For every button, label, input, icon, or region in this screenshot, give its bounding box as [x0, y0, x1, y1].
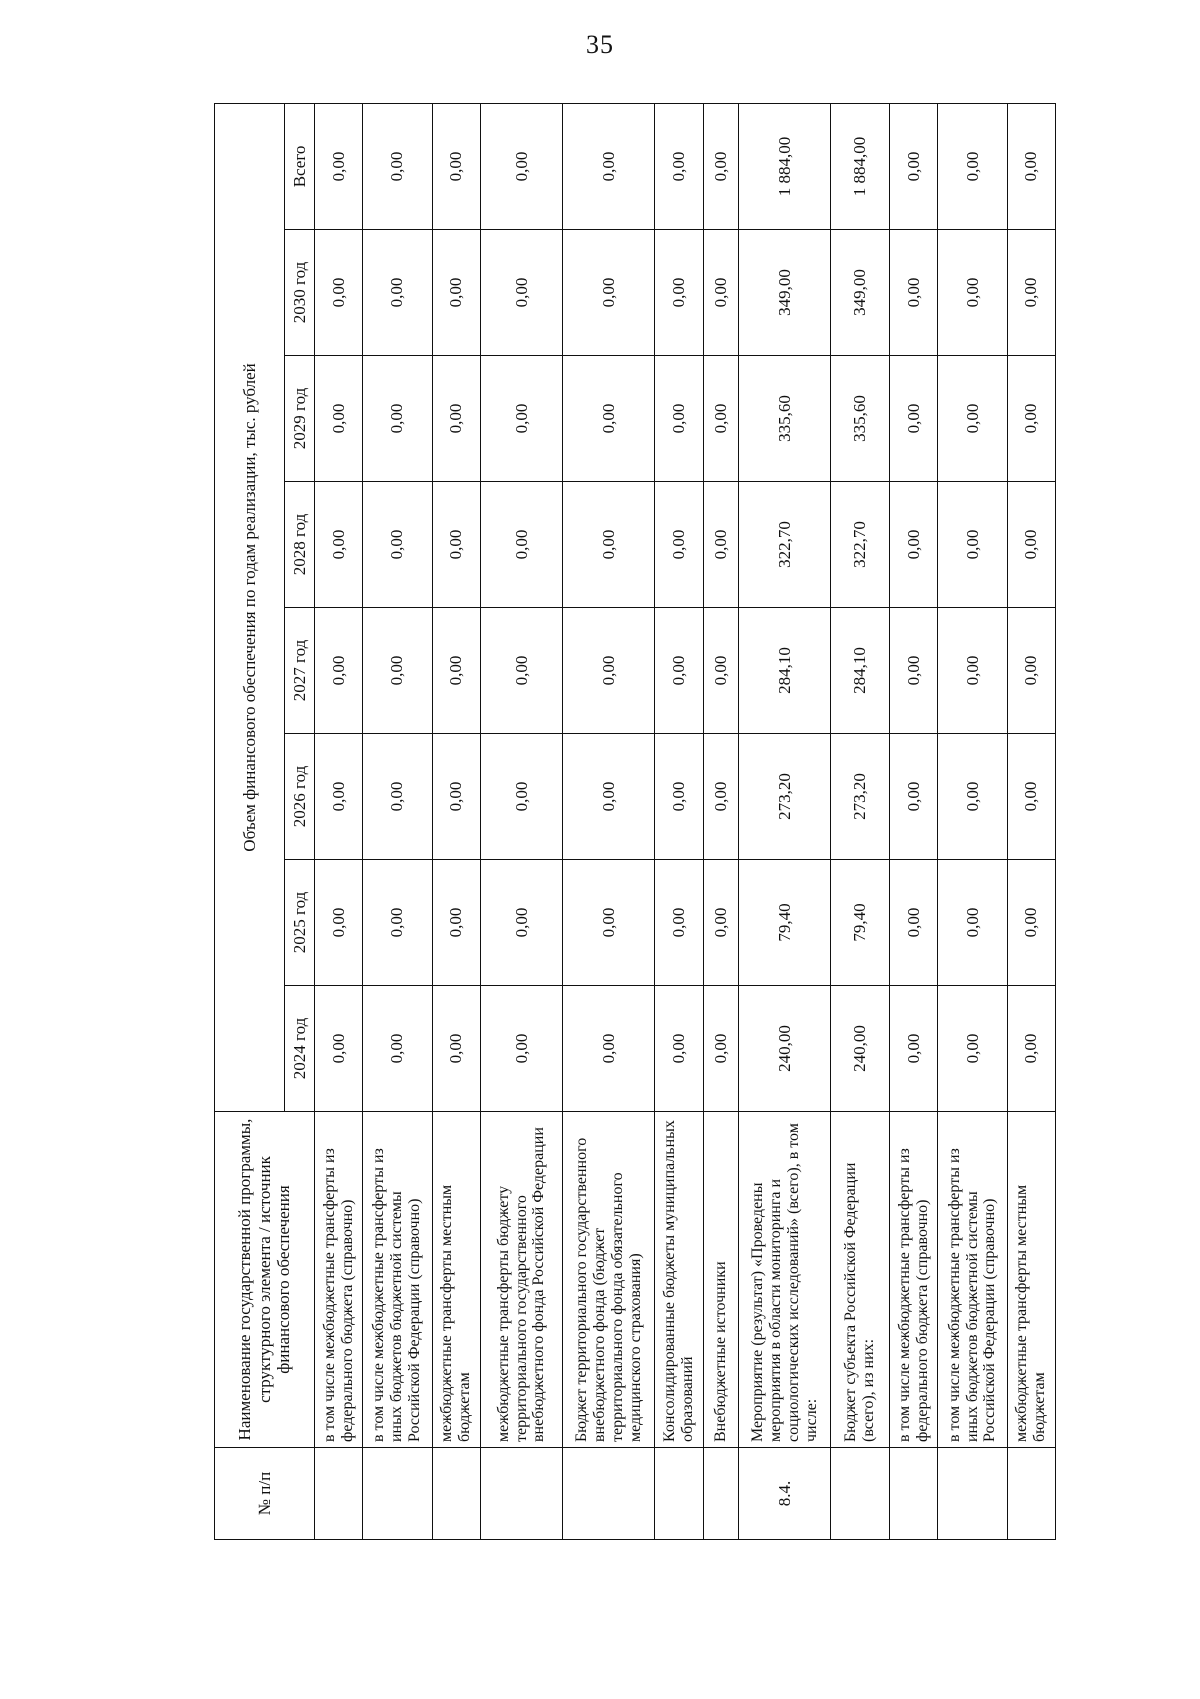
row-year-value: 0,00: [703, 986, 738, 1112]
row-number: [938, 1448, 1007, 1540]
row-total-value: 0,00: [315, 103, 363, 229]
row-year-value: 349,00: [831, 230, 890, 356]
row-year-value: 0,00: [480, 734, 563, 860]
row-year-value: 0,00: [655, 482, 703, 608]
row-year-value: 0,00: [315, 230, 363, 356]
row-source-name: Мероприятие (результат) «Проведены мероприятия в области мониторинга и социологических исследований» (всего), в том числе:: [739, 1112, 831, 1448]
row-number: [703, 1448, 738, 1540]
row-number: [831, 1448, 890, 1540]
row-year-value: 0,00: [1007, 482, 1055, 608]
row-year-value: 0,00: [703, 482, 738, 608]
table-row: [739, 103, 831, 1539]
table-row: [890, 103, 938, 1539]
row-source-name: Консолидированные бюджеты муниципальных образований: [655, 1112, 703, 1448]
row-year-value: 0,00: [890, 482, 938, 608]
row-source-name: в том числе межбюджетные трансферты из федерального бюджета (справочно): [890, 1112, 938, 1448]
row-number: [563, 1448, 655, 1540]
row-total-value: 0,00: [480, 103, 563, 229]
row-year-value: 0,00: [1007, 608, 1055, 734]
row-year-value: 0,00: [655, 608, 703, 734]
row-year-value: 0,00: [315, 734, 363, 860]
row-year-value: 0,00: [890, 860, 938, 986]
row-year-value: 0,00: [938, 986, 1007, 1112]
row-year-value: 0,00: [363, 986, 432, 1112]
header-name: Наименование государственной программы, структурного элемента / источник финансового обеспечения: [215, 1112, 315, 1448]
table-row: [480, 103, 563, 1539]
row-year-value: 0,00: [432, 482, 480, 608]
row-source-name: Бюджет территориального государственного внебюджетного фонда (бюджет территориального фонда обязательного медицинского страхования): [563, 1112, 655, 1448]
row-year-value: 0,00: [432, 608, 480, 734]
row-year-value: 0,00: [563, 608, 655, 734]
row-year-value: 322,70: [739, 482, 831, 608]
row-year-value: 322,70: [831, 482, 890, 608]
row-year-value: 240,00: [831, 986, 890, 1112]
row-year-value: 0,00: [432, 986, 480, 1112]
row-year-value: 0,00: [432, 230, 480, 356]
row-number: 8.4.: [739, 1448, 831, 1540]
table-row: [655, 103, 703, 1539]
row-year-value: 0,00: [703, 860, 738, 986]
row-total-value: 1 884,00: [739, 103, 831, 229]
row-year-value: 0,00: [938, 230, 1007, 356]
row-total-value: 1 884,00: [831, 103, 890, 229]
row-number: [432, 1448, 480, 1540]
row-year-value: 0,00: [563, 986, 655, 1112]
row-year-value: 0,00: [703, 734, 738, 860]
row-year-value: 0,00: [938, 356, 1007, 482]
row-year-value: 0,00: [703, 230, 738, 356]
row-source-name: межбюджетные трансферты местным бюджетам: [432, 1112, 480, 1448]
row-year-value: 273,20: [739, 734, 831, 860]
row-year-value: 284,10: [831, 608, 890, 734]
row-year-value: 0,00: [938, 860, 1007, 986]
header-num: № п/п: [215, 1448, 315, 1540]
row-source-name: в том числе межбюджетные трансферты из иных бюджетов бюджетной системы Российской Федерации (справочно): [363, 1112, 432, 1448]
row-number: [480, 1448, 563, 1540]
row-year-value: 0,00: [363, 482, 432, 608]
row-year-value: 0,00: [563, 734, 655, 860]
header-year: 2025 год: [285, 860, 315, 986]
row-year-value: 0,00: [1007, 860, 1055, 986]
header-year: 2028 год: [285, 482, 315, 608]
row-number: [363, 1448, 432, 1540]
row-year-value: 0,00: [1007, 356, 1055, 482]
row-number: [655, 1448, 703, 1540]
row-year-value: 0,00: [480, 230, 563, 356]
table-row: [831, 103, 890, 1539]
row-year-value: 0,00: [1007, 230, 1055, 356]
row-year-value: 0,00: [655, 356, 703, 482]
row-source-name: Бюджет субъекта Российской Федерации (всего), из них:: [831, 1112, 890, 1448]
row-year-value: 0,00: [655, 734, 703, 860]
row-total-value: 0,00: [363, 103, 432, 229]
row-year-value: 0,00: [315, 860, 363, 986]
row-year-value: 0,00: [315, 986, 363, 1112]
row-year-value: 0,00: [890, 734, 938, 860]
row-source-name: Внебюджетные источники: [703, 1112, 738, 1448]
row-year-value: 349,00: [739, 230, 831, 356]
row-year-value: 0,00: [480, 608, 563, 734]
row-year-value: 0,00: [432, 356, 480, 482]
row-year-value: 0,00: [363, 608, 432, 734]
row-year-value: 0,00: [655, 860, 703, 986]
rotated-table-wrapper: [214, 104, 1056, 1540]
row-year-value: 0,00: [363, 860, 432, 986]
row-total-value: 0,00: [703, 103, 738, 229]
row-total-value: 0,00: [938, 103, 1007, 229]
row-number: [315, 1448, 363, 1540]
row-total-value: 0,00: [890, 103, 938, 229]
header-year: 2024 год: [285, 986, 315, 1112]
table-row: [432, 103, 480, 1539]
row-source-name: межбюджетные трансферты местным бюджетам: [1007, 1112, 1055, 1448]
row-year-value: 0,00: [563, 482, 655, 608]
row-total-value: 0,00: [655, 103, 703, 229]
row-year-value: 0,00: [563, 356, 655, 482]
row-year-value: 0,00: [890, 356, 938, 482]
row-total-value: 0,00: [432, 103, 480, 229]
header-group-title: Объем финансового обеспечения по годам реализации, тыс. рублей: [215, 103, 285, 1111]
row-year-value: 240,00: [739, 986, 831, 1112]
table-body: [315, 103, 1056, 1539]
row-year-value: 0,00: [432, 860, 480, 986]
row-number: [1007, 1448, 1055, 1540]
row-year-value: 0,00: [480, 860, 563, 986]
row-year-value: 0,00: [890, 986, 938, 1112]
table-row: [1007, 103, 1055, 1539]
row-year-value: 0,00: [563, 860, 655, 986]
table-row: [363, 103, 432, 1539]
row-total-value: 0,00: [1007, 103, 1055, 229]
row-year-value: 0,00: [938, 608, 1007, 734]
row-year-value: 0,00: [432, 734, 480, 860]
table-row: [563, 103, 655, 1539]
table-row: [938, 103, 1007, 1539]
row-year-value: 0,00: [363, 734, 432, 860]
row-year-value: 0,00: [563, 230, 655, 356]
row-year-value: 0,00: [890, 608, 938, 734]
header-year: 2029 год: [285, 356, 315, 482]
row-year-value: 0,00: [480, 482, 563, 608]
row-year-value: 79,40: [831, 860, 890, 986]
row-year-value: 0,00: [890, 230, 938, 356]
row-number: [890, 1448, 938, 1540]
financing-table: [214, 103, 1056, 1540]
row-year-value: 0,00: [938, 734, 1007, 860]
row-year-value: 335,60: [831, 356, 890, 482]
row-year-value: 0,00: [480, 356, 563, 482]
row-year-value: 273,20: [831, 734, 890, 860]
row-year-value: 335,60: [739, 356, 831, 482]
row-year-value: 0,00: [363, 356, 432, 482]
row-year-value: 0,00: [655, 986, 703, 1112]
row-year-value: 0,00: [938, 482, 1007, 608]
header-year: 2030 год: [285, 230, 315, 356]
table-row: [315, 103, 363, 1539]
header-year: 2027 год: [285, 608, 315, 734]
row-year-value: 0,00: [703, 608, 738, 734]
row-year-value: 0,00: [655, 230, 703, 356]
row-year-value: 0,00: [703, 356, 738, 482]
row-year-value: 0,00: [315, 356, 363, 482]
row-year-value: 0,00: [480, 986, 563, 1112]
table-row: [703, 103, 738, 1539]
row-source-name: в том числе межбюджетные трансферты из иных бюджетов бюджетной системы Российской Федерации (справочно): [938, 1112, 1007, 1448]
row-year-value: 0,00: [1007, 986, 1055, 1112]
row-year-value: 0,00: [1007, 734, 1055, 860]
row-year-value: 284,10: [739, 608, 831, 734]
row-year-value: 0,00: [363, 230, 432, 356]
row-source-name: в том числе межбюджетные трансферты из федерального бюджета (справочно): [315, 1112, 363, 1448]
row-total-value: 0,00: [563, 103, 655, 229]
row-source-name: межбюджетные трансферты бюджету территориального государственного внебюджетного фонда Российской Федерации: [480, 1112, 563, 1448]
page-number: 35: [586, 30, 614, 59]
row-year-value: 79,40: [739, 860, 831, 986]
header-year: 2026 год: [285, 734, 315, 860]
row-year-value: 0,00: [315, 482, 363, 608]
header-total: Всего: [285, 103, 315, 229]
row-year-value: 0,00: [315, 608, 363, 734]
